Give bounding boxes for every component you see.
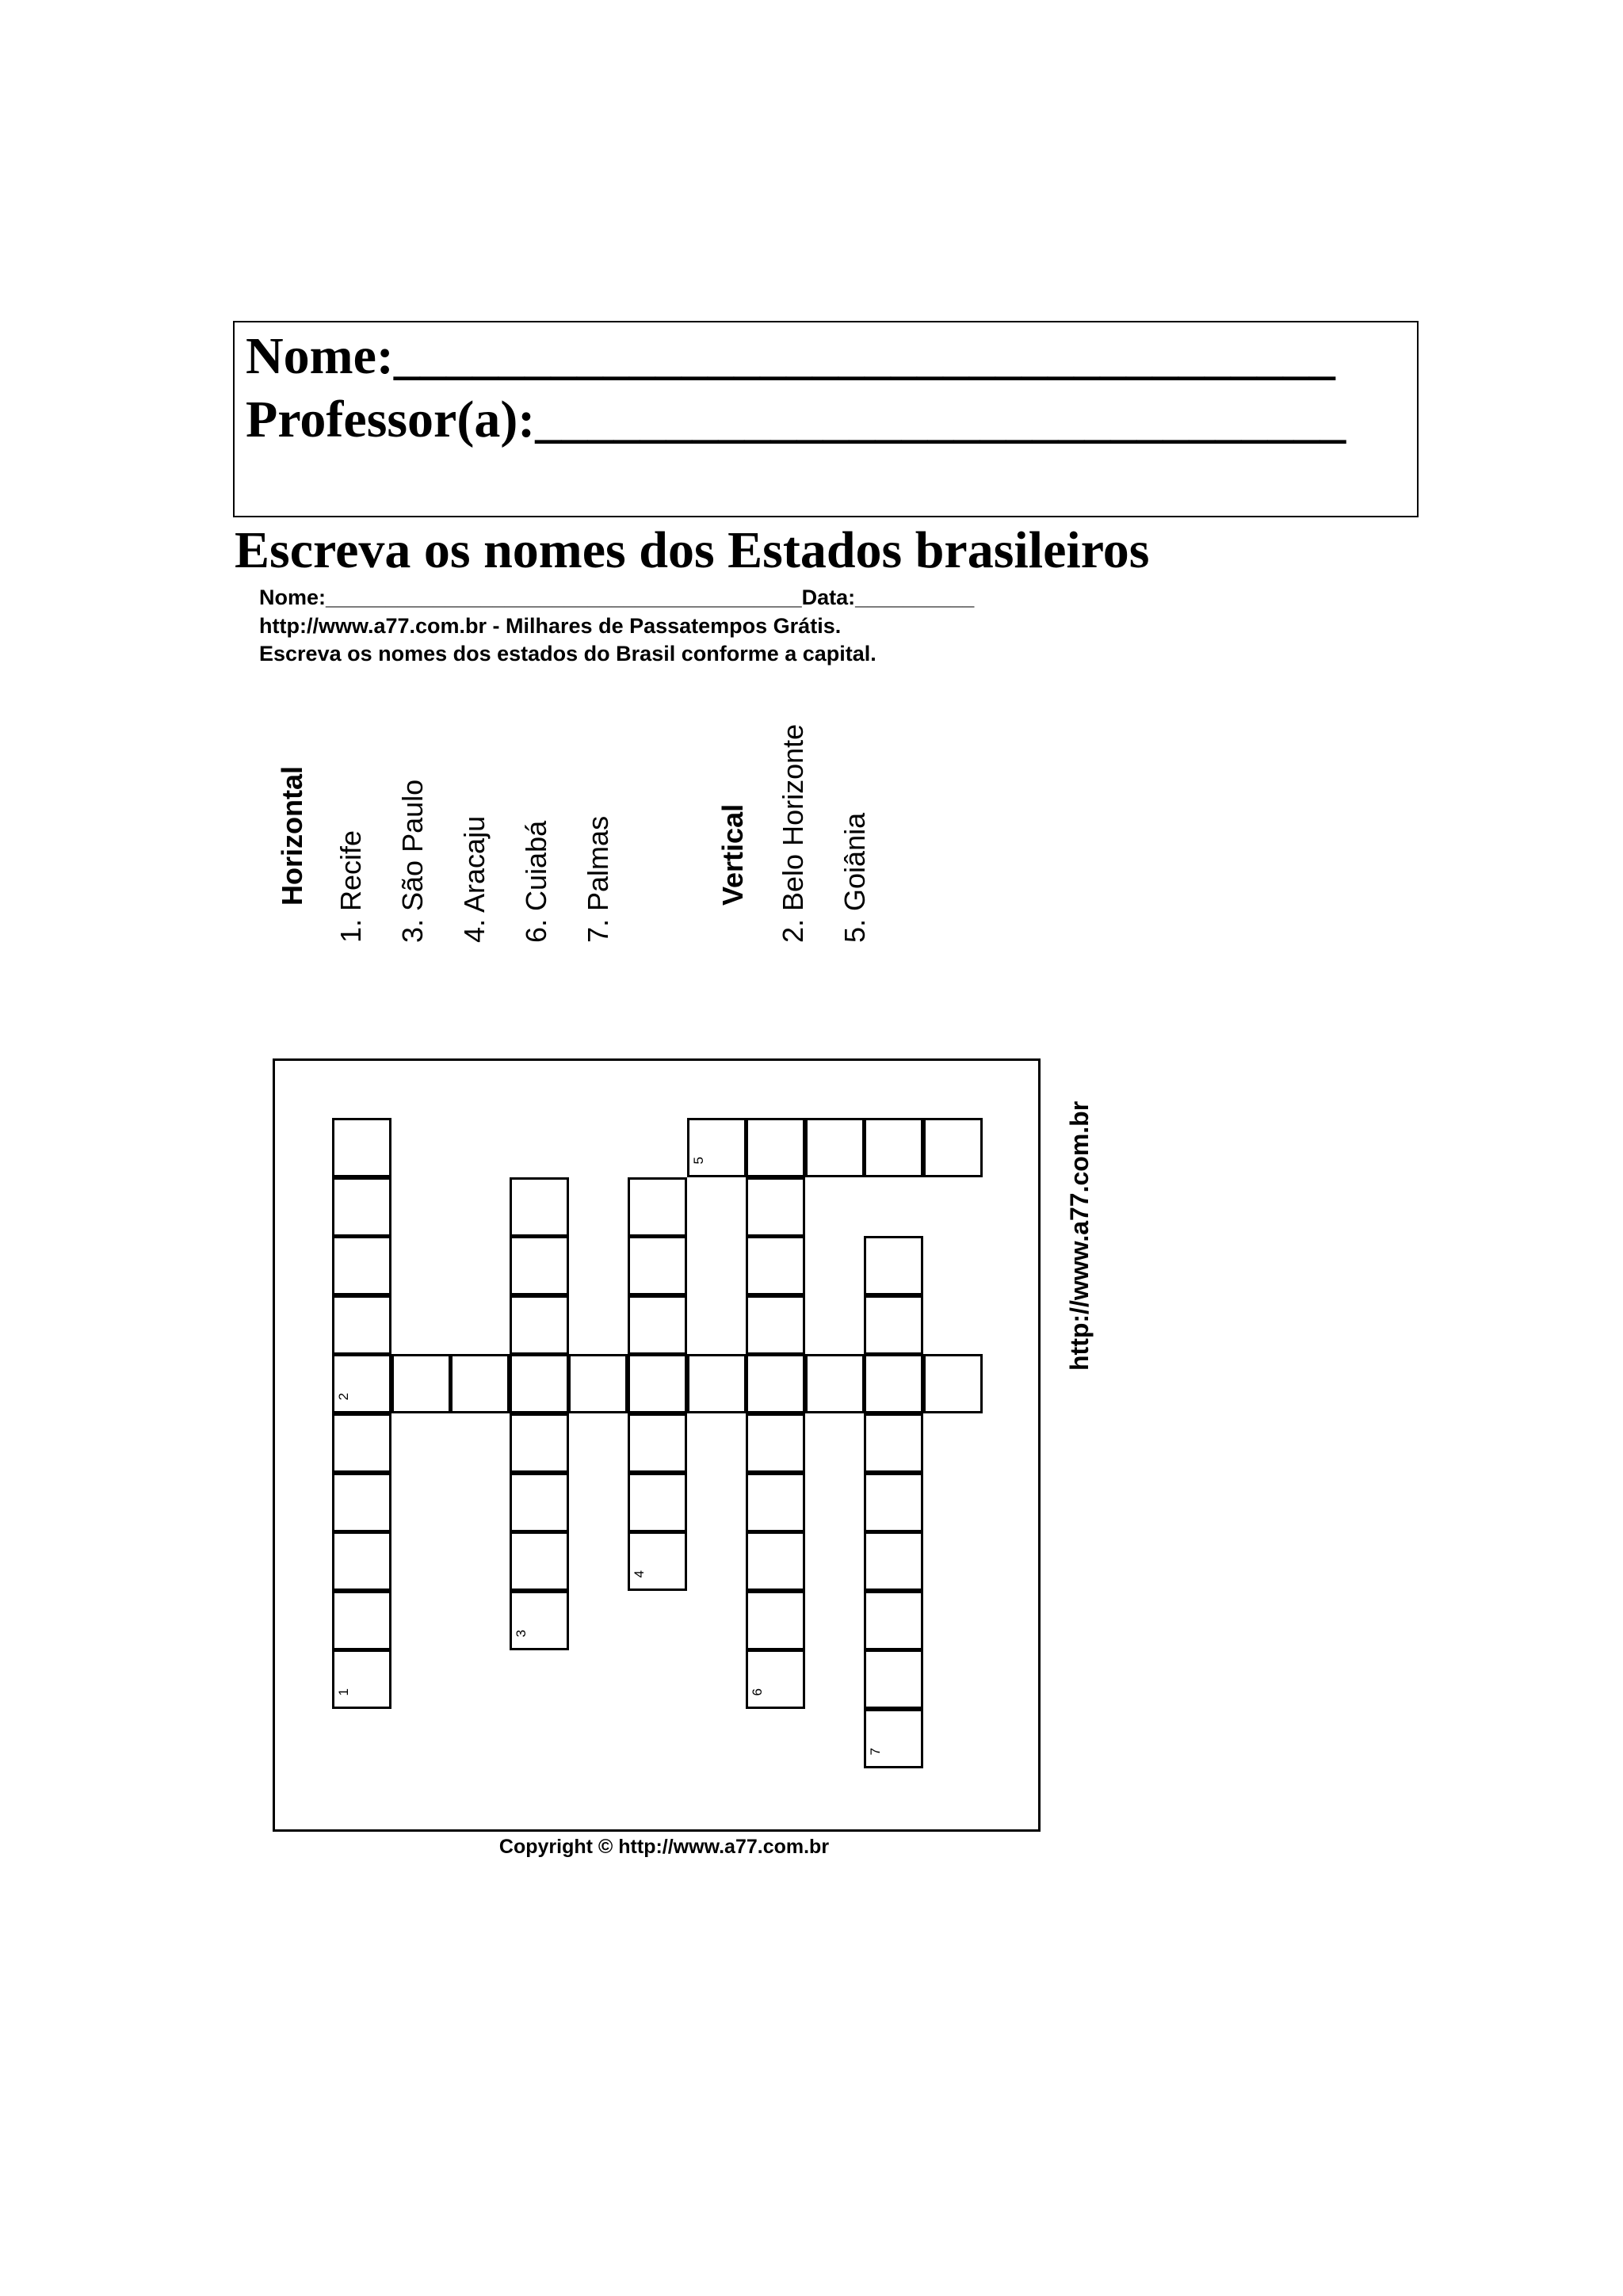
crossword-cell[interactable] (864, 1709, 923, 1768)
clue-number: 3 (514, 1630, 529, 1638)
crossword-cell[interactable] (687, 1354, 747, 1413)
page-title: Escreva os nomes dos Estados brasileiros (235, 521, 1150, 579)
crossword-cell[interactable] (568, 1354, 628, 1413)
crossword-cell[interactable] (864, 1118, 923, 1177)
worksheet-instruction: Escreva os nomes dos estados do Brasil conforme a capital. (259, 642, 876, 666)
crossword-cell[interactable] (687, 1118, 747, 1177)
clue-vertical-5: 5. Goiânia (838, 812, 871, 943)
crossword-cell[interactable] (746, 1236, 805, 1295)
crossword-cell[interactable] (746, 1177, 805, 1237)
clue-number: 1 (336, 1688, 351, 1696)
clue-number: 7 (868, 1748, 883, 1756)
crossword-cell[interactable] (332, 1118, 391, 1177)
crossword-cell[interactable] (450, 1354, 510, 1413)
crossword-cell[interactable] (510, 1354, 569, 1413)
crossword-cell[interactable] (628, 1295, 687, 1355)
crossword-cell[interactable] (332, 1591, 391, 1650)
clue-horizontal-6: 6. Cuiabá (520, 820, 552, 943)
crossword-cell[interactable] (332, 1413, 391, 1473)
crossword-cell[interactable] (864, 1354, 923, 1413)
crossword-cell[interactable] (923, 1354, 983, 1413)
crossword-cell[interactable] (510, 1236, 569, 1295)
crossword-cell[interactable] (923, 1118, 983, 1177)
crossword-cell[interactable] (864, 1236, 923, 1295)
crossword-cell[interactable] (510, 1531, 569, 1591)
crossword-cell[interactable] (391, 1354, 451, 1413)
crossword-cell[interactable] (628, 1177, 687, 1237)
crossword-cell[interactable] (628, 1531, 687, 1591)
crossword-cell[interactable] (510, 1413, 569, 1473)
crossword-cell[interactable] (332, 1531, 391, 1591)
crossword-cell[interactable] (332, 1236, 391, 1295)
crossword-cell[interactable] (510, 1473, 569, 1532)
name-box (233, 321, 1419, 517)
worksheet-site-line: http://www.a77.com.br - Milhares de Passatempos Grátis. (259, 614, 842, 638)
worksheet-name-date-line: Nome:________________________________________Data:__________ (259, 585, 975, 609)
crossword-cell[interactable] (864, 1295, 923, 1355)
crossword-cell[interactable] (628, 1473, 687, 1532)
crossword-cell[interactable] (864, 1531, 923, 1591)
vertical-heading: Vertical (716, 803, 749, 906)
crossword-cell[interactable] (332, 1473, 391, 1532)
crossword-cell[interactable] (746, 1531, 805, 1591)
clue-horizontal-4: 4. Aracaju (458, 815, 491, 943)
clue-vertical-2: 2. Belo Horizonte (777, 723, 809, 943)
copyright: Copyright © http://www.a77.com.br (498, 1836, 830, 1858)
crossword-cell[interactable] (746, 1354, 805, 1413)
clue-number: 4 (632, 1570, 647, 1578)
professor-field[interactable]: Professor(a):_______________________________ (246, 391, 1346, 448)
crossword-cell[interactable] (628, 1236, 687, 1295)
crossword-cell[interactable] (628, 1413, 687, 1473)
clue-horizontal-1: 1. Recife (334, 830, 367, 943)
crossword-cell[interactable] (332, 1354, 391, 1413)
crossword-cell[interactable] (805, 1354, 865, 1413)
crossword-cell[interactable] (746, 1295, 805, 1355)
crossword-cell[interactable] (864, 1650, 923, 1709)
crossword-cell[interactable] (332, 1295, 391, 1355)
crossword-cell[interactable] (746, 1473, 805, 1532)
clue-number: 5 (691, 1157, 706, 1165)
side-url: http://www.a77.com.br (1065, 1100, 1094, 1371)
crossword-cell[interactable] (746, 1591, 805, 1650)
clue-number: 6 (750, 1688, 765, 1696)
horizontal-heading: Horizontal (276, 766, 308, 906)
crossword-cell[interactable] (864, 1413, 923, 1473)
clue-horizontal-3: 3. São Paulo (396, 779, 429, 943)
crossword-cell[interactable] (332, 1650, 391, 1709)
crossword-cell[interactable] (746, 1650, 805, 1709)
crossword-cell[interactable] (332, 1177, 391, 1237)
crossword-cell[interactable] (510, 1177, 569, 1237)
clue-horizontal-7: 7. Palmas (582, 815, 614, 943)
crossword-cell[interactable] (510, 1295, 569, 1355)
clue-number: 2 (336, 1393, 351, 1401)
crossword-cell[interactable] (746, 1118, 805, 1177)
nome-field[interactable]: Nome:____________________________________ (246, 327, 1335, 385)
crossword-cell[interactable] (805, 1118, 865, 1177)
crossword-cell[interactable] (510, 1591, 569, 1650)
crossword-cell[interactable] (628, 1354, 687, 1413)
crossword-cell[interactable] (864, 1591, 923, 1650)
crossword-cell[interactable] (864, 1473, 923, 1532)
crossword-cell[interactable] (746, 1413, 805, 1473)
